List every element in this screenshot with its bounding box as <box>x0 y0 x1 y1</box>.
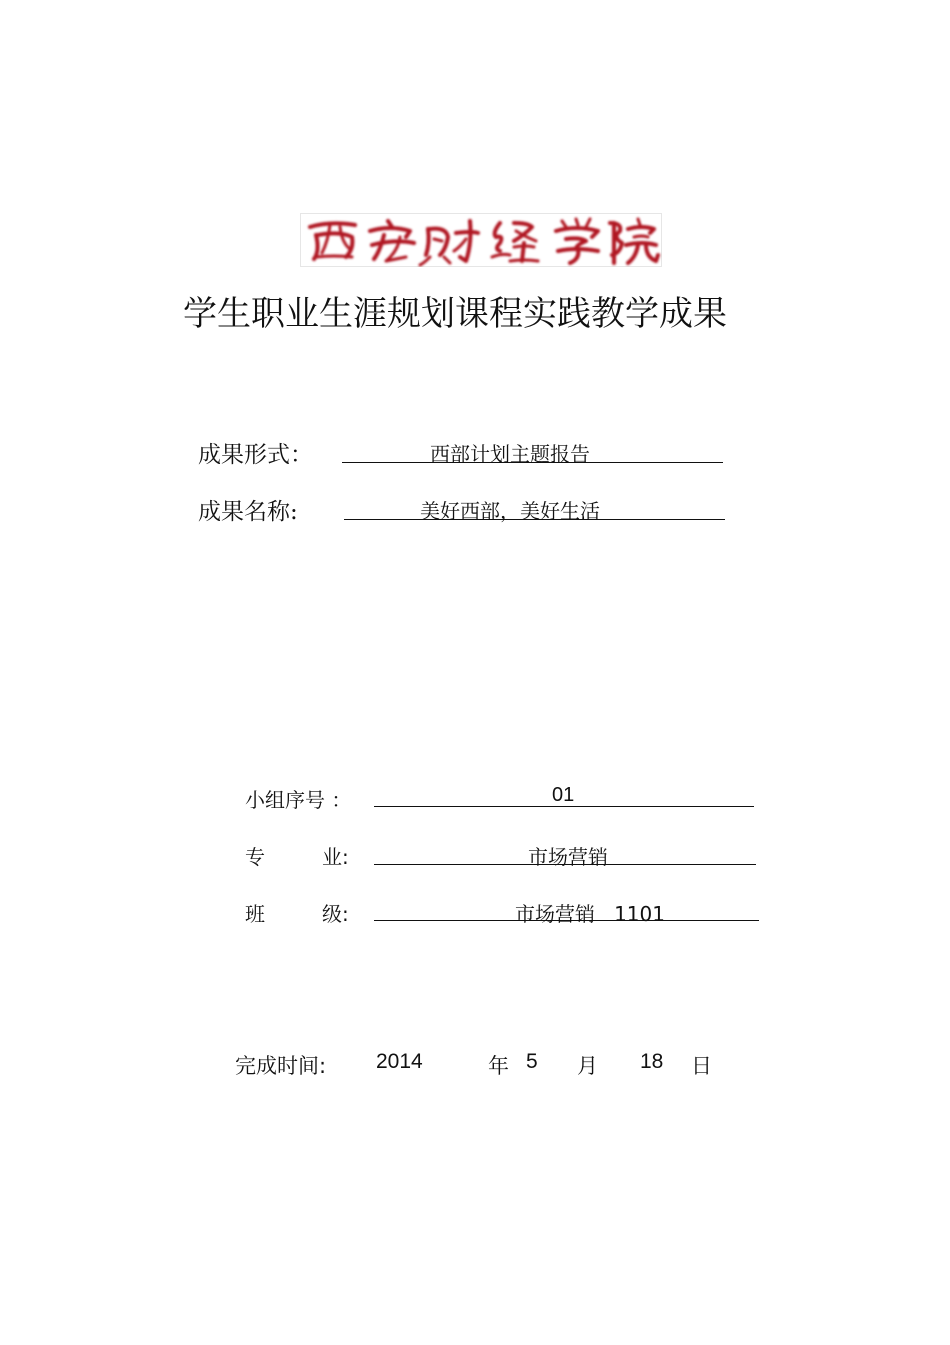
page-title: 学生职业生涯规划课程实践教学成果 <box>183 294 727 334</box>
field-value: 西部计划主题报告 <box>430 442 590 466</box>
field-value: 美好西部，美好生活 <box>420 499 600 523</box>
field-label: 成果形式： <box>198 442 313 468</box>
date-day-unit: 日 <box>691 1054 712 1078</box>
date-year: 2014 <box>376 1050 423 1073</box>
field-value: 市场营销 1101 <box>515 902 665 926</box>
field-value: 市场营销 <box>528 845 608 869</box>
date-label: 完成时间: <box>235 1054 327 1078</box>
field-label-second-char: 业: <box>322 845 349 869</box>
date-month: 5 <box>526 1050 538 1073</box>
field-label-second-char: 级: <box>322 902 349 926</box>
field-label-first-char: 专 <box>245 845 265 869</box>
date-month-unit: 月 <box>577 1054 598 1078</box>
date-day: 18 <box>640 1050 664 1073</box>
calligraphy-logo-graphic <box>300 213 662 267</box>
field-value: 01 <box>552 784 575 806</box>
field-label-first-char: 班 <box>245 902 265 926</box>
date-year-unit: 年 <box>488 1054 509 1078</box>
school-calligraphy-logo <box>300 213 662 267</box>
field-label: 成果名称: <box>198 499 298 525</box>
field-label: 小组序号 ： <box>245 788 352 812</box>
